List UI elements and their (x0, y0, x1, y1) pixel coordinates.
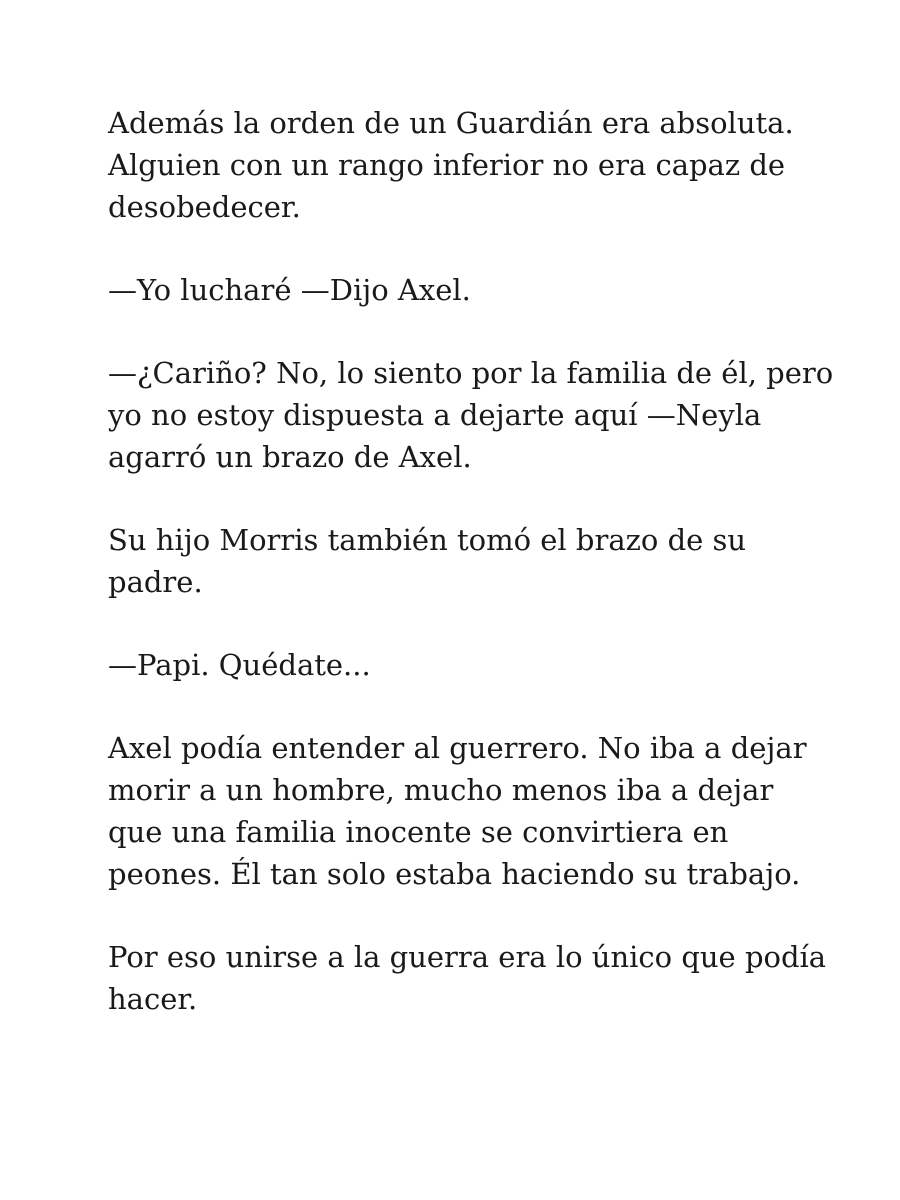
paragraph-4 (108, 519, 808, 603)
document-page (108, 102, 834, 1020)
text-line: agarró un brazo de Axel. (108, 440, 472, 474)
text-line: desobedecer. (108, 190, 301, 224)
text-line: peones. Él tan solo estaba haciendo su trabajo. (108, 857, 801, 891)
paragraph-7 (108, 936, 827, 1020)
text-line: Alguien con un rango inferior no era capaz de (108, 148, 786, 182)
text-line: —Yo lucharé —Dijo Axel. (108, 273, 471, 307)
paragraph-2 (108, 269, 808, 311)
text-line: —Papi. Quédate... (108, 648, 371, 682)
text-line: padre. (108, 565, 203, 599)
paragraph-6 (108, 727, 808, 895)
text-line: Su hijo Morris también tomó el brazo de su (108, 523, 747, 557)
text-line: morir a un hombre, mucho menos iba a dejar (108, 773, 774, 807)
text-line: —¿Cariño? No, lo siento por la familia de él, pero (108, 356, 834, 390)
paragraph-5 (108, 644, 808, 686)
paragraph-3 (108, 352, 834, 478)
text-line: Además la orden de un Guardián era absoluta. (108, 106, 794, 140)
text-line: que una familia inocente se convirtiera en (108, 815, 729, 849)
paragraph-1 (108, 102, 808, 228)
text-line: Axel podía entender al guerrero. No iba a dejar (108, 731, 807, 765)
text-line: hacer. (108, 982, 198, 1016)
text-line: yo no estoy dispuesta a dejarte aquí —Neyla (108, 398, 762, 432)
text-line: Por eso unirse a la guerra era lo único que podía (108, 940, 827, 974)
